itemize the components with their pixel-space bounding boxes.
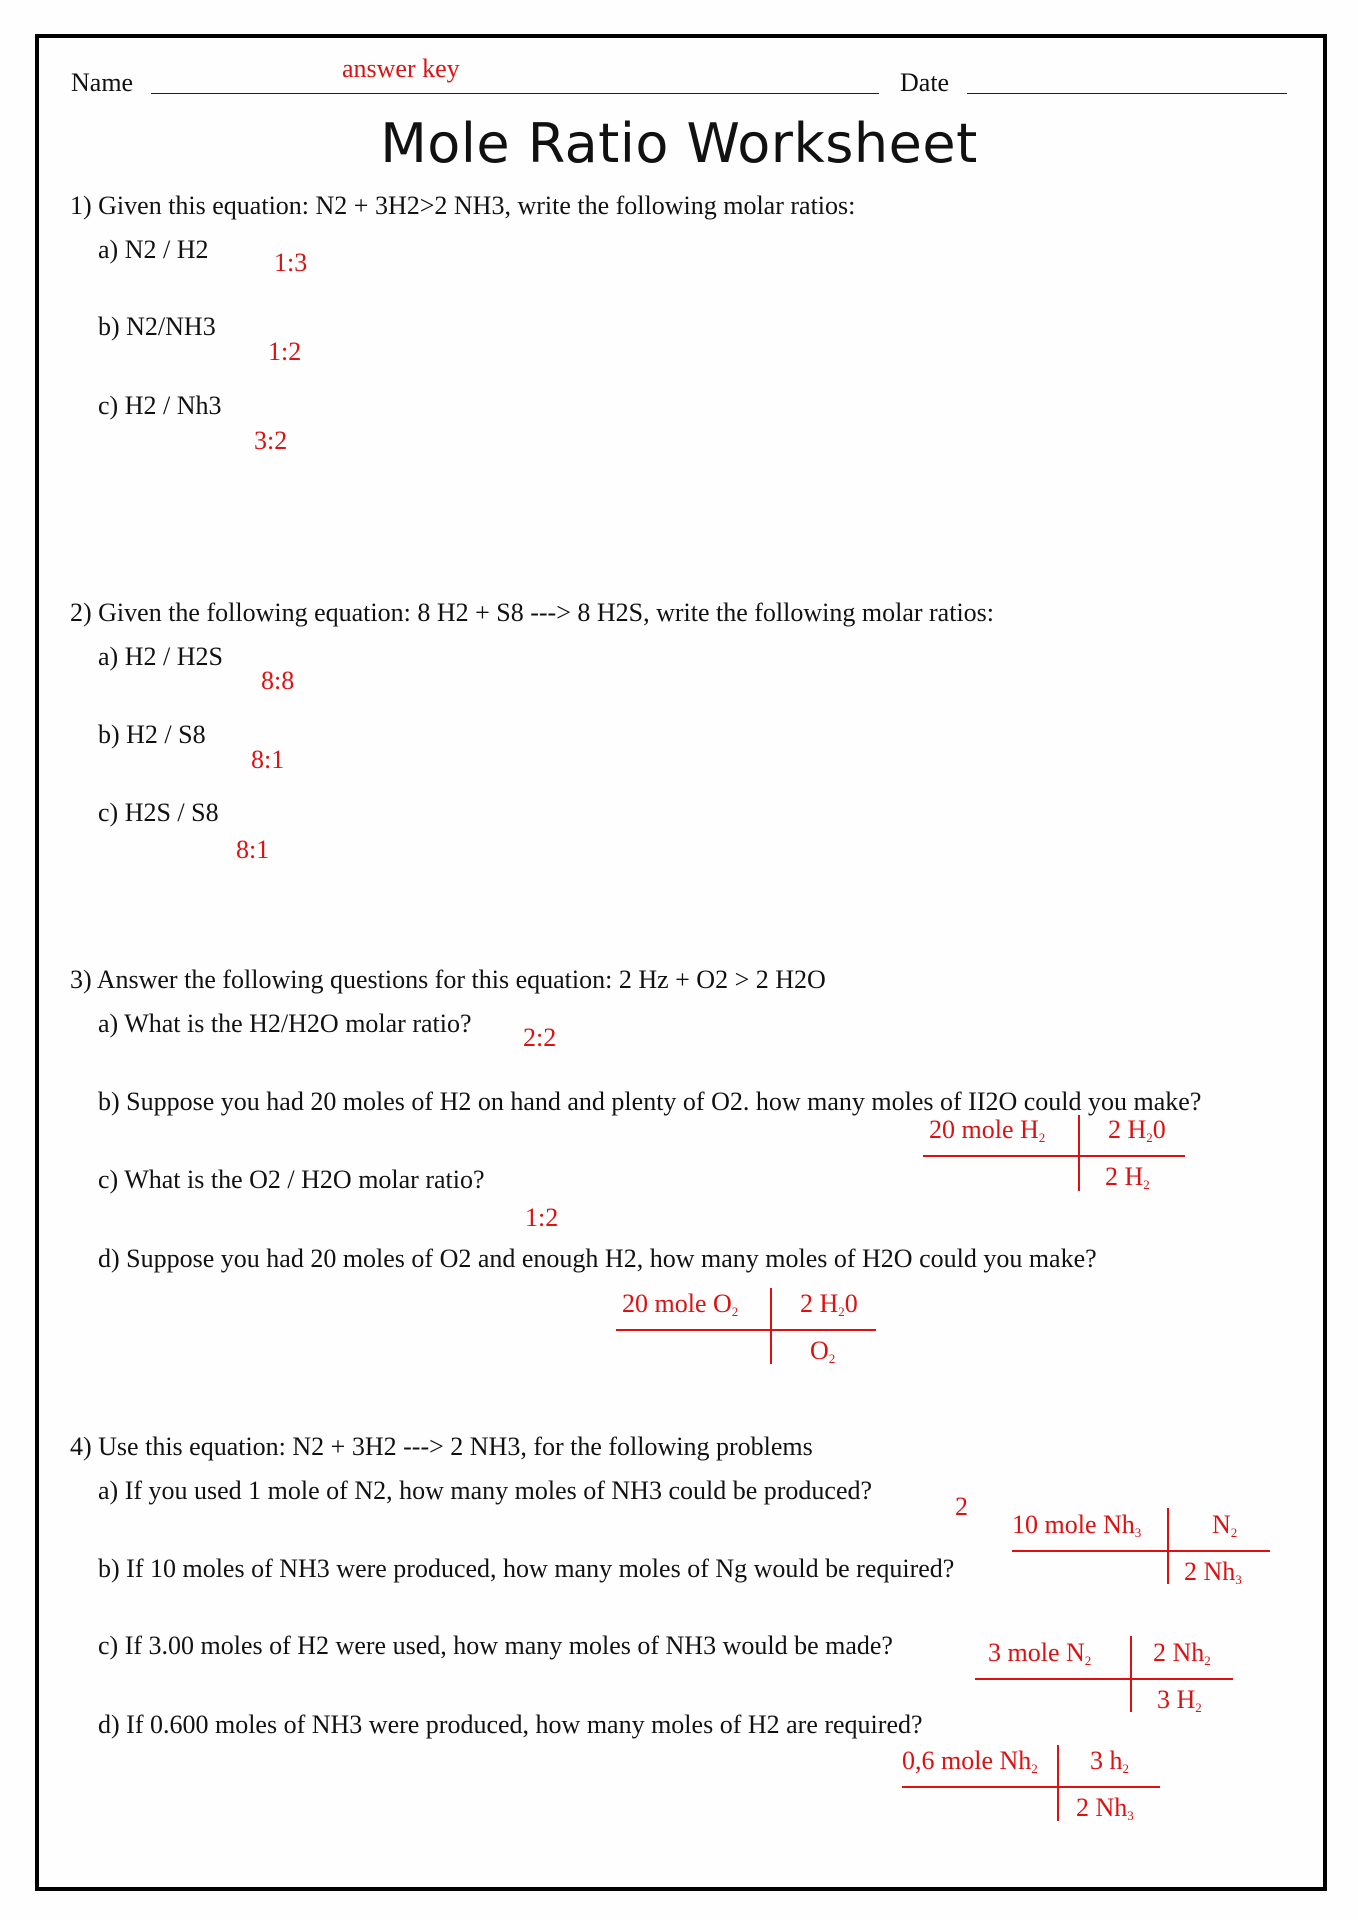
q2b-answer: 8:1 (251, 745, 285, 774)
q3a-answer: 2:2 (523, 1023, 557, 1052)
chart-vertical-line (1130, 1636, 1132, 1712)
q2c-label: c) H2S / S8 (98, 798, 219, 827)
chart-horizontal-line (616, 1329, 876, 1331)
chart-denominator: $O_2$ (810, 1336, 836, 1366)
q2a-answer: 8:8 (261, 666, 295, 695)
chart-numerator: 2 $Nh_2$ (1153, 1638, 1211, 1668)
chart-given: 20 mole $H_2$ (929, 1115, 1046, 1145)
q1b-answer: 1:2 (268, 337, 302, 366)
chart-denominator: 2 $Nh_3$ (1184, 1557, 1242, 1587)
chart-horizontal-line (1012, 1550, 1270, 1552)
chart-numerator: $N_2$ (1212, 1510, 1238, 1540)
q2a-label: a) H2 / H2S (98, 642, 223, 671)
q4a-answer: 2 (955, 1492, 968, 1521)
q2-prompt: 2) Given the following equation: 8 H2 + S8 ---> 8 H2S, write the following molar ratios: (70, 598, 995, 627)
chart-given: 3 mole $N_2$ (988, 1638, 1092, 1668)
chart-denominator: 2 $H_2$ (1105, 1162, 1150, 1192)
q4b-label: b) If 10 moles of NH3 were produced, how many moles of Ng would be required? (98, 1554, 955, 1583)
name-label: Name (71, 68, 134, 97)
chart-vertical-line (1057, 1745, 1059, 1821)
q4-prompt: 4) Use this equation: N2 + 3H2 ---> 2 NH3, for the following problems (70, 1432, 813, 1461)
q1-prompt: 1) Given this equation: N2 + 3H2>2 NH3, write the following molar ratios: (70, 191, 856, 220)
q3c-label: c) What is the O2 / H2O molar ratio? (98, 1165, 485, 1194)
q3b-label: b) Suppose you had 20 moles of H2 on hand and plenty of O2. how many moles of II2O could you make? (98, 1087, 1202, 1116)
name-field-line[interactable] (151, 93, 879, 94)
chart-horizontal-line (975, 1678, 1233, 1680)
q3-prompt: 3) Answer the following questions for this equation: 2 Hz + O2 > 2 H2O (70, 965, 826, 994)
date-label: Date (900, 68, 950, 97)
q3d-label: d) Suppose you had 20 moles of O2 and enough H2, how many moles of H2O could you make? (98, 1244, 1097, 1273)
q1a-label: a) N2 / H2 (98, 235, 209, 264)
chart-vertical-line (1078, 1115, 1080, 1191)
chart-given: 20 mole $O_2$ (622, 1289, 739, 1319)
chart-numerator: 3 $h_2$ (1090, 1746, 1129, 1776)
date-field-line[interactable] (967, 93, 1287, 94)
q3c-answer: 1:2 (525, 1203, 559, 1232)
q2c-answer: 8:1 (236, 835, 270, 864)
chart-horizontal-line (902, 1786, 1160, 1788)
q4d-label: d) If 0.600 moles of NH3 were produced, how many moles of H2 are required? (98, 1710, 923, 1739)
page-title: Mole Ratio Worksheet (380, 112, 978, 175)
q2b-label: b) H2 / S8 (98, 720, 206, 749)
chart-numerator: 2 $H_20$ (800, 1289, 858, 1319)
chart-given: 0,6 mole $Nh_2$ (902, 1746, 1038, 1776)
chart-given: 10 mole $Nh_3$ (1012, 1510, 1142, 1540)
name-value: answer key (342, 54, 460, 83)
q3a-label: a) What is the H2/H2O molar ratio? (98, 1009, 472, 1038)
q1c-answer: 3:2 (254, 426, 288, 455)
chart-horizontal-line (923, 1155, 1185, 1157)
chart-vertical-line (770, 1288, 772, 1364)
q4a-label: a) If you used 1 mole of N2, how many moles of NH3 could be produced? (98, 1476, 873, 1505)
q4c-label: c) If 3.00 moles of H2 were used, how many moles of NH3 would be made? (98, 1631, 893, 1660)
chart-vertical-line (1167, 1508, 1169, 1584)
q1b-label: b) N2/NH3 (98, 312, 216, 341)
q1c-label: c) H2 / Nh3 (98, 391, 222, 420)
chart-denominator: 2 $Nh_3$ (1076, 1793, 1134, 1823)
q1a-answer: 1:3 (274, 248, 308, 277)
chart-denominator: 3 $H_2$ (1157, 1685, 1202, 1715)
chart-numerator: 2 $H_20$ (1108, 1115, 1166, 1145)
worksheet-border (35, 34, 1327, 1891)
